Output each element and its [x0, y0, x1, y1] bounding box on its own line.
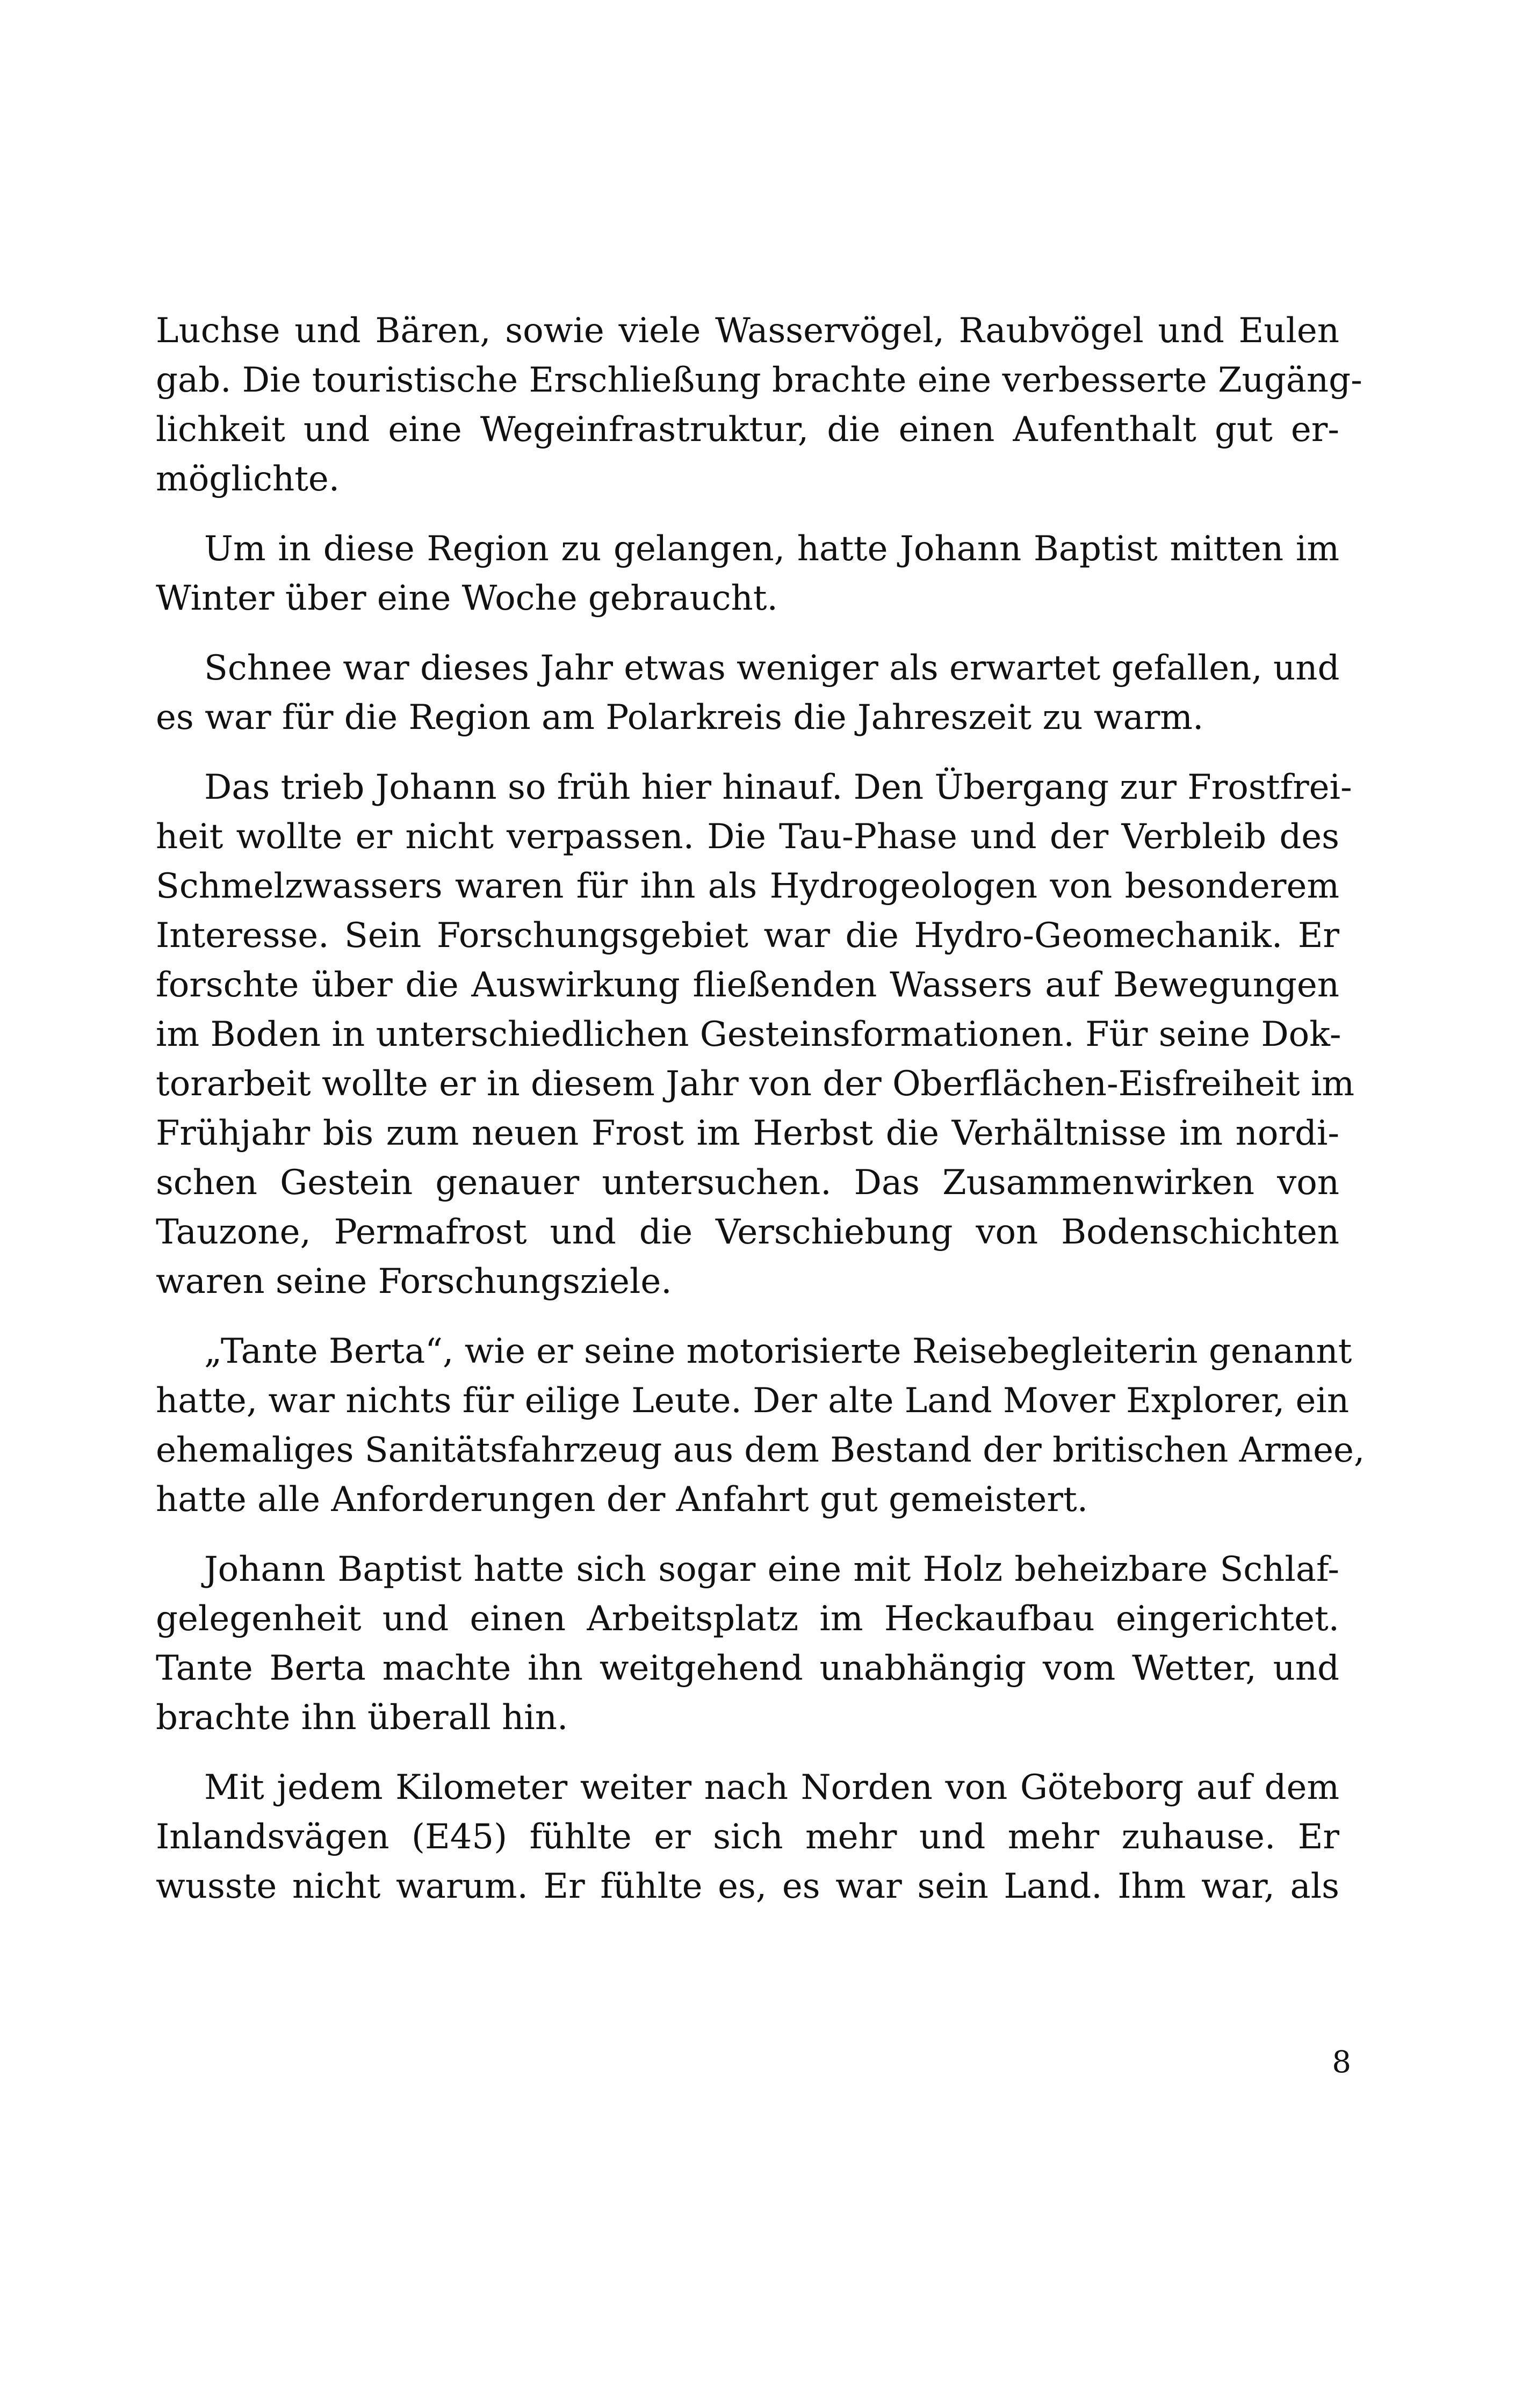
- paragraph-7: [156, 1763, 1339, 1911]
- paragraph-spacer: [156, 1524, 1339, 1545]
- text-line: hatte, war nichts für eilige Leute. Der alte Land Mover Explorer, ein: [156, 1381, 1350, 1421]
- text-line: Johann Baptist hatte sich sogar eine mit Holz beheizbare Schlaf-: [204, 1550, 1339, 1589]
- text-line: Tante Berta machte ihn weitgehend unabhängig vom Wetter, und: [156, 1648, 1339, 1688]
- text-line: Tauzone, Permafrost und die Verschiebung von Bodenschichten: [156, 1212, 1339, 1252]
- text-line: Mit jedem Kilometer weiter nach Norden von Göteborg auf dem: [204, 1768, 1339, 1807]
- text-line: schen Gestein genauer untersuchen. Das Zusammenwirken von: [156, 1163, 1339, 1203]
- text-line: Winter über eine Woche gebraucht.: [156, 579, 778, 618]
- paragraph-6: [156, 1545, 1339, 1742]
- paragraph-spacer: [156, 1306, 1339, 1327]
- text-line: torarbeit wollte er in diesem Jahr von der Oberflächen-Eisfreiheit im: [156, 1064, 1355, 1104]
- paragraph-3: [156, 643, 1339, 742]
- text-line: Luchse und Bären, sowie viele Wasservögel, Raubvögel und Eulen: [156, 311, 1339, 351]
- page-number: 8: [1332, 2045, 1351, 2080]
- text-line: waren seine Forschungsziele.: [156, 1262, 672, 1301]
- body-text: [156, 306, 1365, 1911]
- paragraph-spacer: [156, 623, 1339, 643]
- text-line: Schnee war dieses Jahr etwas weniger als erwartet gefallen, und: [204, 648, 1340, 688]
- text-line: wusste nicht warum. Er fühlte es, es war sein Land. Ihm war, als: [156, 1867, 1339, 1906]
- paragraph-1: [156, 306, 1362, 504]
- text-line: ehemaliges Sanitätsfahrzeug aus dem Bestand der britischen Armee,: [156, 1430, 1365, 1470]
- text-line: Inlandsvägen (E45) fühlte er sich mehr und mehr zuhause. Er: [156, 1817, 1339, 1857]
- paragraph-spacer: [156, 504, 1339, 524]
- text-line: Frühjahr bis zum neuen Frost im Herbst die Verhältnisse im nordi-: [156, 1113, 1339, 1153]
- text-line: forschte über die Auswirkung fließenden Wassers auf Bewegungen: [156, 965, 1339, 1005]
- paragraph-4: [156, 763, 1355, 1306]
- paragraph-spacer: [156, 742, 1339, 763]
- paragraph-5: [156, 1327, 1365, 1524]
- text-line: Das trieb Johann so früh hier hinauf. Den Übergang zur Frostfrei-: [204, 768, 1352, 807]
- text-line: Um in diese Region zu gelangen, hatte Johann Baptist mitten im: [204, 529, 1339, 569]
- text-line: heit wollte er nicht verpassen. Die Tau-Phase und der Verbleib des: [156, 817, 1339, 857]
- text-line: lichkeit und eine Wegeinfrastruktur, die einen Aufenthalt gut er-: [156, 410, 1339, 450]
- paragraph-spacer: [156, 1742, 1339, 1763]
- text-line: brachte ihn überall hin.: [156, 1698, 568, 1738]
- text-line: hatte alle Anforderungen der Anfahrt gut gemeistert.: [156, 1480, 1088, 1520]
- text-line: Interesse. Sein Forschungsgebiet war die Hydro-Geomechanik. Er: [156, 916, 1339, 956]
- text-line: es war für die Region am Polarkreis die Jahreszeit zu warm.: [156, 698, 1204, 737]
- text-line: gab. Die touristische Erschließung brachte eine verbesserte Zugäng-: [156, 360, 1362, 400]
- text-line: Schmelzwassers waren für ihn als Hydrogeologen von besonderem: [156, 866, 1339, 906]
- paragraph-2: [156, 524, 1339, 623]
- text-line: „Tante Berta“, wie er seine motorisierte Reisebegleiterin genannt: [204, 1332, 1352, 1371]
- text-line: gelegenheit und einen Arbeitsplatz im Heckaufbau eingerichtet.: [156, 1599, 1339, 1639]
- text-line: möglichte.: [156, 459, 340, 499]
- text-line: im Boden in unterschiedlichen Gesteinsformationen. Für seine Dok-: [156, 1015, 1341, 1054]
